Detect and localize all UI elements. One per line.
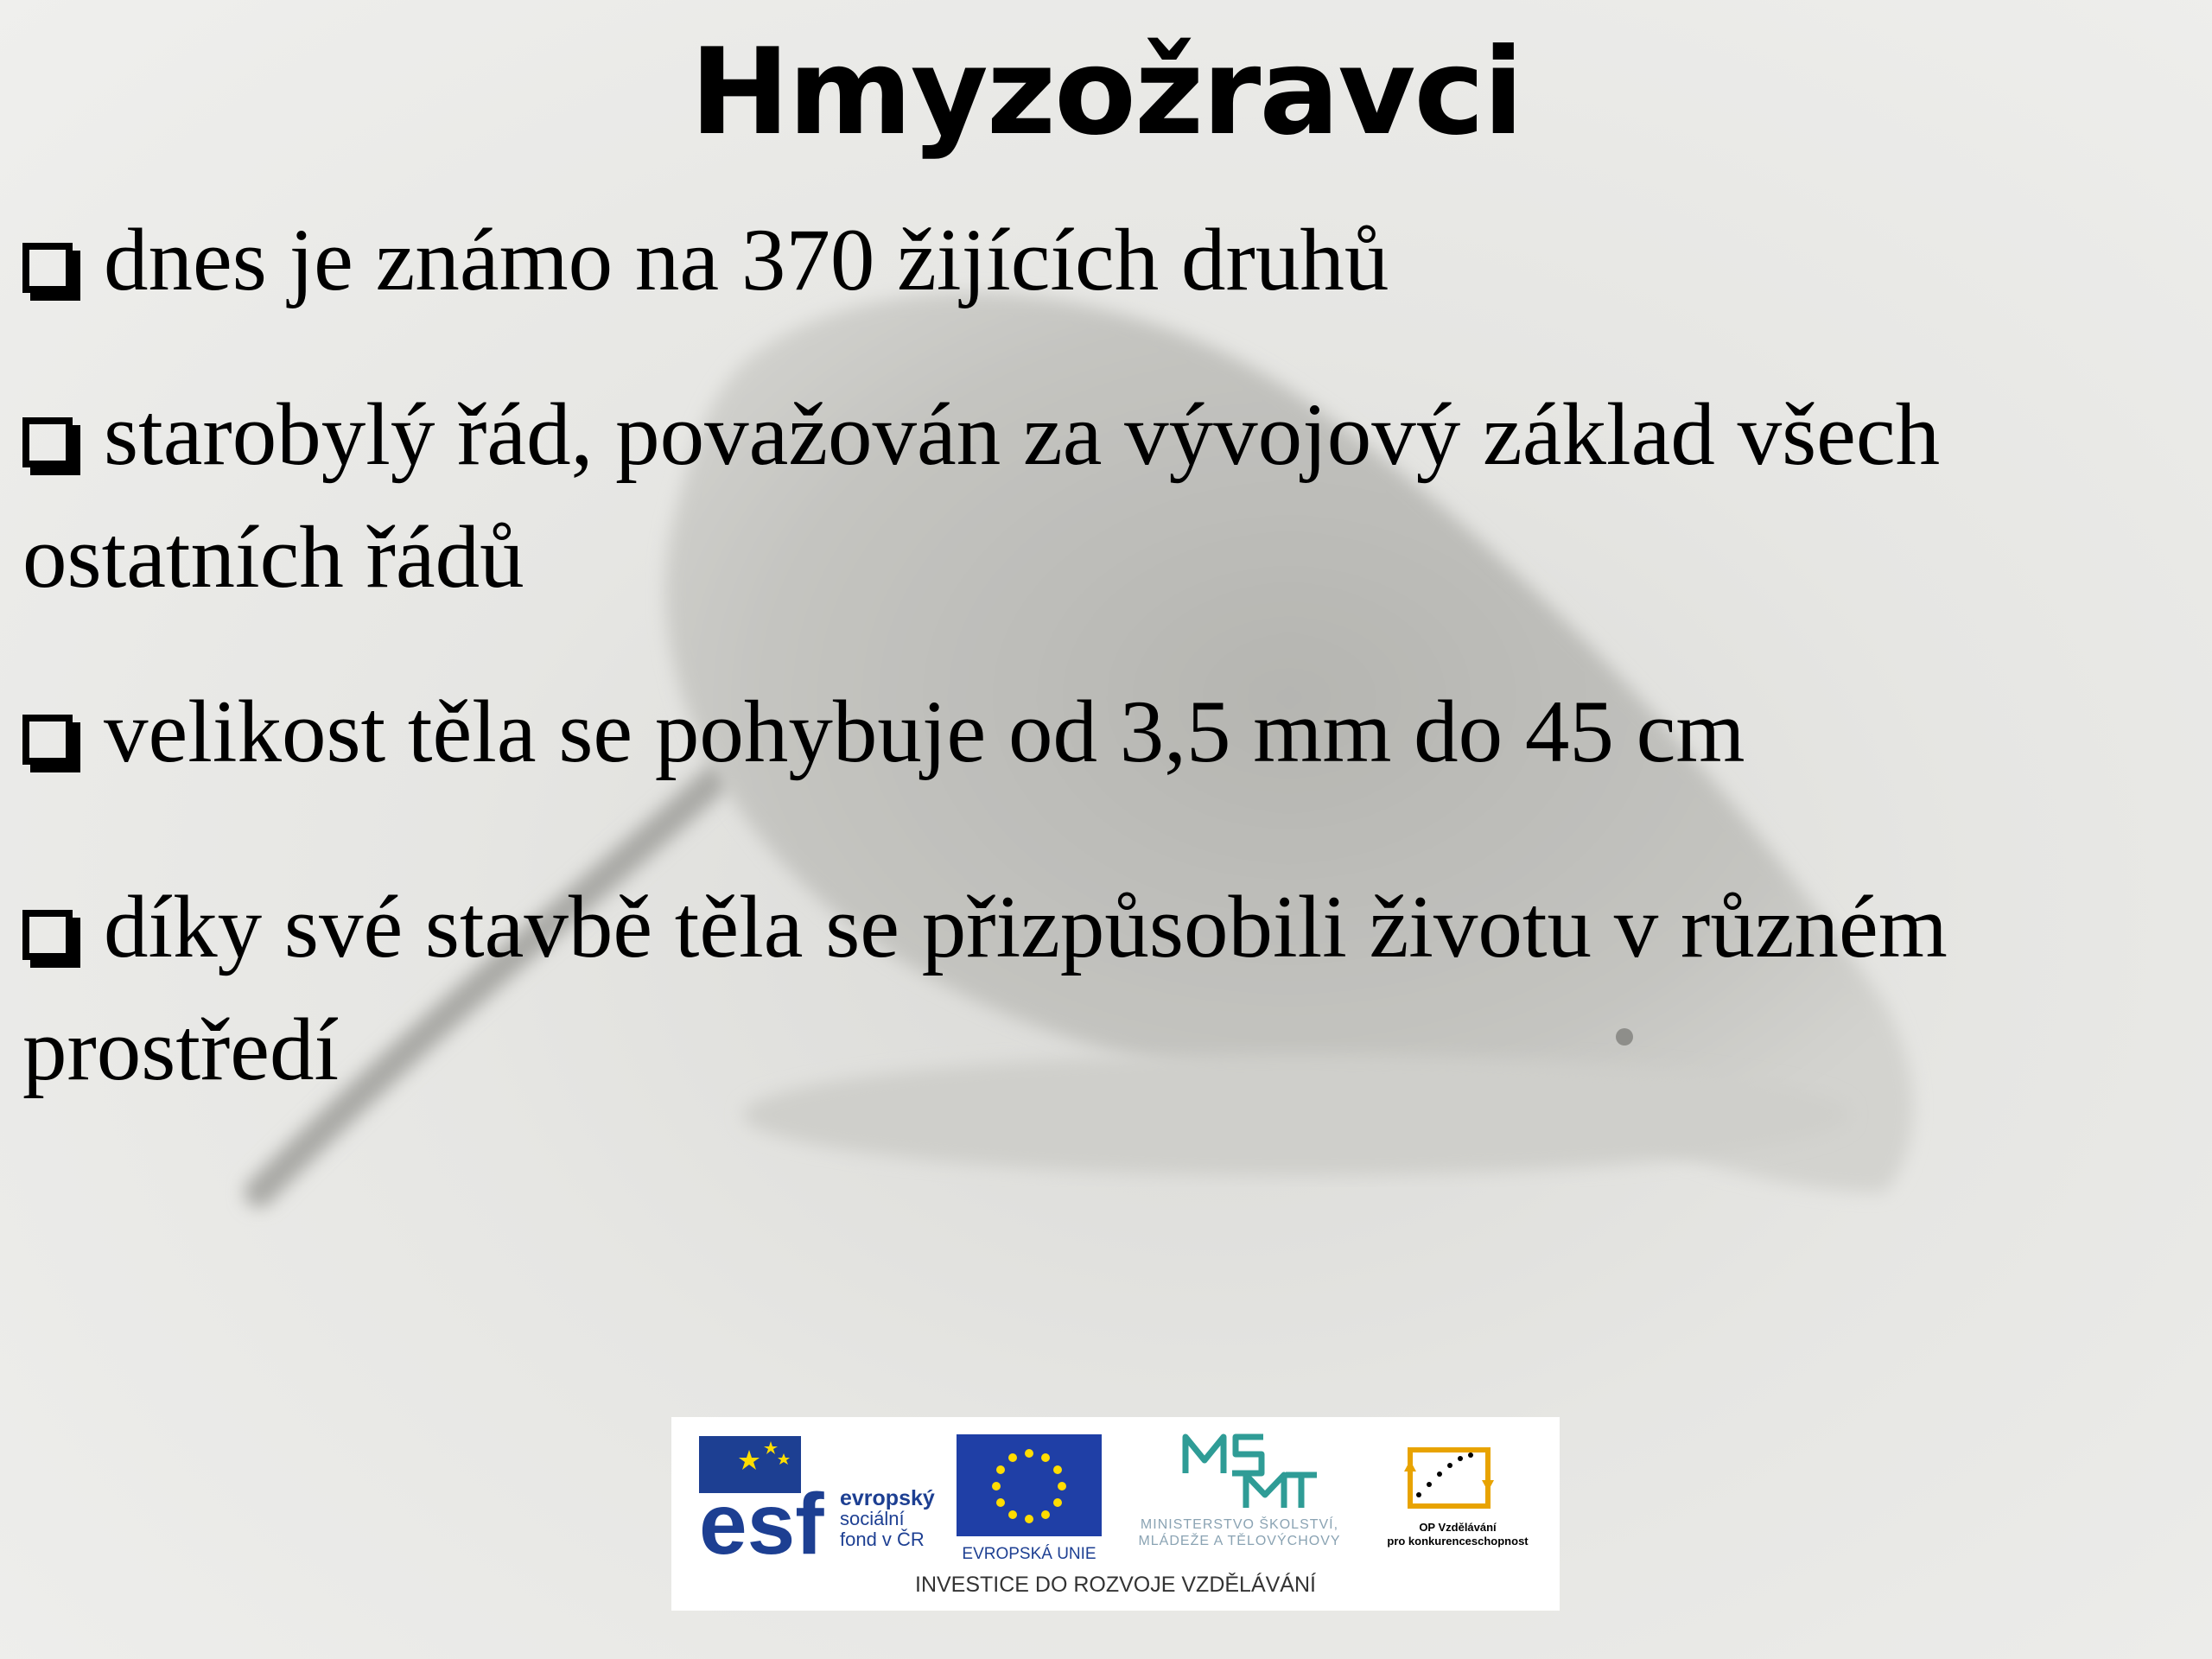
list-item xyxy=(22,373,2191,619)
funding-logos-bar xyxy=(671,1417,1560,1611)
msmt-mark-icon xyxy=(1116,1430,1363,1512)
bullet-text: díky své stavbě těla se přizpůsobili životu v různém prostředí xyxy=(22,878,1948,1099)
msmt-logo xyxy=(1116,1430,1363,1560)
esf-mark-icon xyxy=(697,1434,836,1560)
esf-line: fond v ČR xyxy=(840,1529,925,1550)
op-logo xyxy=(1367,1433,1548,1562)
msmt-caption xyxy=(1116,1516,1363,1549)
list-item xyxy=(22,866,2191,1111)
op-mark-icon xyxy=(1367,1433,1548,1519)
checkbox-bullet-icon xyxy=(22,243,73,293)
op-caption xyxy=(1367,1521,1548,1548)
list-item xyxy=(22,671,2191,793)
msmt-line: MLÁDEŽE A TĚLOVÝCHOVY xyxy=(1138,1534,1341,1548)
checkbox-bullet-icon xyxy=(22,910,73,960)
eu-logo xyxy=(957,1434,1102,1563)
investice-caption: INVESTICE DO ROZVOJE VZDĚLÁVÁNÍ xyxy=(915,1573,1316,1597)
bullet-text: dnes je známo na 370 žijících druhů xyxy=(104,211,1389,309)
page-title: Hmyzožravci xyxy=(690,22,1522,162)
esf-line: evropský xyxy=(840,1486,935,1510)
eu-flag-icon xyxy=(957,1434,1102,1538)
esf-logo xyxy=(697,1434,944,1560)
msmt-line: MINISTERSTVO ŠKOLSTVÍ, xyxy=(1140,1517,1339,1532)
checkbox-bullet-icon xyxy=(22,715,73,765)
bullet-list xyxy=(22,199,2191,1111)
op-line: OP Vzdělávání xyxy=(1419,1521,1497,1534)
checkbox-bullet-icon xyxy=(22,417,73,467)
esf-label xyxy=(840,1488,935,1550)
bullet-text: starobylý řád, považován za vývojový základ všech ostatních řádů xyxy=(22,385,1941,607)
svg-text:esf: esf xyxy=(699,1476,824,1560)
esf-line: sociální xyxy=(840,1508,905,1529)
list-item xyxy=(22,199,2191,321)
op-line: pro konkurenceschopnost xyxy=(1387,1535,1529,1548)
bullet-text: velikost těla se pohybuje od 3,5 mm do 45 cm xyxy=(104,683,1745,781)
eu-caption: EVROPSKÁ UNIE xyxy=(962,1545,1096,1563)
